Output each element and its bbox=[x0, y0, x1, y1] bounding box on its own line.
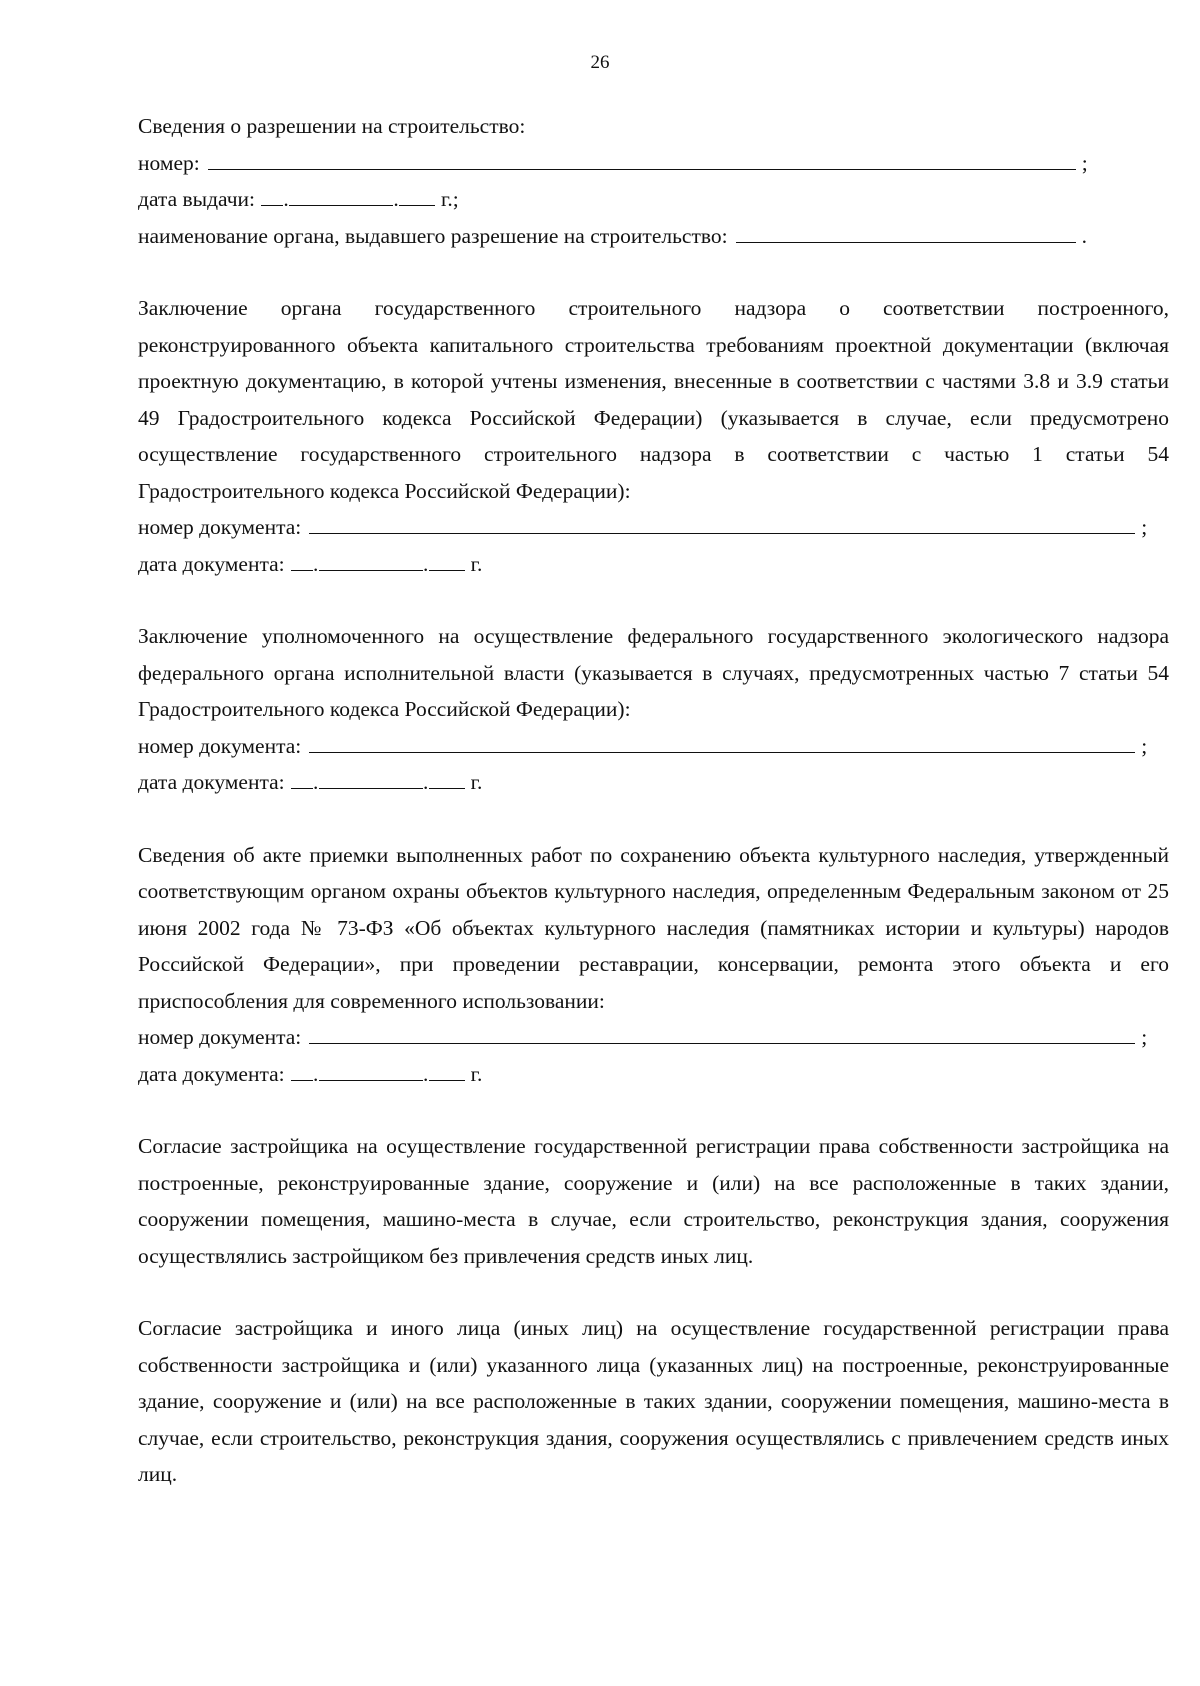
permit-date-year-field[interactable] bbox=[399, 185, 435, 206]
permit-date-label: дата выдачи: bbox=[138, 187, 256, 211]
heritage-month-field[interactable] bbox=[319, 1059, 423, 1080]
developer-consent-section bbox=[138, 1128, 1169, 1274]
eco-supervision-year-field[interactable] bbox=[429, 768, 465, 789]
eco-supervision-month-field[interactable] bbox=[319, 768, 423, 789]
state-supervision-number-row bbox=[138, 509, 1169, 546]
period: . bbox=[1081, 223, 1087, 248]
permit-section bbox=[138, 108, 1169, 254]
state-supervision-year-field[interactable] bbox=[429, 549, 465, 570]
semicolon: ; bbox=[1141, 733, 1148, 758]
heritage-date-row bbox=[138, 1056, 1169, 1093]
eco-supervision-date-row bbox=[138, 764, 1169, 801]
date-dot: . bbox=[422, 770, 429, 794]
state-supervision-day-field[interactable] bbox=[291, 549, 313, 570]
heritage-year-field[interactable] bbox=[429, 1059, 465, 1080]
semicolon: ; bbox=[1081, 150, 1088, 175]
state-supervision-text: Заключение органа государственного строительного надзора о соответствии построенного, реконструированного объекта капитального строительства требованиям проектной документации (включая проектную документацию, в которой учтены изменения, внесенные в соответствии с частями 3.8 и 3.9 статьи 49 Градостроительного кодекса Российской Федерации) (указывается в случае, если предусмотрено осуществление государственного строительного надзора в соответствии с частью 1 статьи 54 Градостроительного кодекса Российской Федерации): bbox=[138, 296, 1169, 503]
date-dot: . bbox=[422, 1061, 429, 1086]
heritage-text: Сведения об акте приемки выполненных работ по сохранению объекта культурного наследия, утвержденный соответствующим органом охраны объектов культурного наследия, определенным Федеральным законом от 25 июня 2002 года № 73-ФЗ «Об объектах культурного наследия (памятниках истории и культуры) народов Российской Федерации», при проведении реставрации, консервации, ремонта этого объекта и его приспособления для современного использовании: bbox=[138, 842, 1169, 1013]
state-supervision-section bbox=[138, 290, 1169, 582]
permit-authority-row bbox=[138, 218, 1169, 255]
state-supervision-date-row bbox=[138, 546, 1169, 583]
permit-authority-label: наименование органа, выдавшего разрешение на строительство: bbox=[138, 223, 728, 248]
date-dot: . bbox=[422, 551, 429, 576]
year-suffix: г. bbox=[470, 770, 483, 794]
heritage-section bbox=[138, 837, 1169, 1093]
state-supervision-number-field[interactable] bbox=[309, 513, 1135, 534]
doc-date-label: дата документа: bbox=[138, 770, 285, 794]
permit-title: Сведения о разрешении на строительство: bbox=[138, 114, 526, 138]
date-dot: . bbox=[312, 551, 319, 576]
page-number: 26 bbox=[590, 52, 610, 73]
eco-supervision-number-row bbox=[138, 728, 1169, 765]
eco-supervision-day-field[interactable] bbox=[291, 768, 313, 789]
permit-date-month-field[interactable] bbox=[289, 185, 393, 206]
doc-date-label: дата документа: bbox=[138, 551, 285, 576]
eco-supervision-section bbox=[138, 618, 1169, 801]
year-suffix: г. bbox=[470, 551, 483, 576]
heritage-number-field[interactable] bbox=[309, 1023, 1135, 1044]
doc-number-label: номер документа: bbox=[138, 515, 302, 539]
eco-supervision-number-field[interactable] bbox=[309, 731, 1135, 752]
joint-consent-text: Согласие застройщика и иного лица (иных лиц) на осуществление государственной регистрации права собственности застройщика и (или) указанного лица (указанных лиц) на построенные, реконструированные здание, сооружение и (или) на все расположенные в таких здании, сооружении помещения, машино-места в случае, если строительство, реконструкция здания, сооружения осуществлялись с привлечением средств иных лиц. bbox=[138, 1316, 1169, 1486]
doc-date-label: дата документа: bbox=[138, 1061, 285, 1086]
date-dot: . bbox=[393, 187, 399, 211]
date-dot: . bbox=[283, 187, 289, 211]
heritage-number-row bbox=[138, 1019, 1169, 1056]
permit-date-row bbox=[138, 181, 1169, 218]
developer-consent-text: Согласие застройщика на осуществление государственной регистрации права собственности застройщика на построенные, реконструированные здание, сооружение и (или) на все расположенные в таких здании, сооружении помещения, машино-места в случае, если строительство, реконструкция здания, сооружения осуществлялись застройщиком без привлечения средств иных лиц. bbox=[138, 1134, 1169, 1268]
doc-number-label: номер документа: bbox=[138, 1025, 302, 1049]
date-dot: . bbox=[312, 1061, 319, 1086]
year-suffix: г. bbox=[470, 1061, 483, 1086]
permit-year-suffix: г.; bbox=[441, 187, 459, 211]
state-supervision-month-field[interactable] bbox=[319, 549, 423, 570]
permit-number-field[interactable] bbox=[208, 148, 1076, 169]
joint-consent-section bbox=[138, 1310, 1169, 1493]
permit-authority-field[interactable] bbox=[736, 221, 1076, 242]
heritage-day-field[interactable] bbox=[291, 1059, 313, 1080]
document-body bbox=[138, 108, 1169, 1493]
semicolon: ; bbox=[1141, 515, 1148, 539]
permit-date-day-field[interactable] bbox=[261, 185, 283, 206]
doc-number-label: номер документа: bbox=[138, 733, 302, 758]
permit-number-row bbox=[138, 145, 1169, 182]
permit-number-label: номер: bbox=[138, 150, 200, 175]
date-dot: . bbox=[312, 770, 319, 794]
semicolon: ; bbox=[1141, 1025, 1148, 1049]
eco-supervision-text: Заключение уполномоченного на осуществление федерального государственного экологического надзора федерального органа исполнительной власти (указывается в случаях, предусмотренных частью 7 статьи 54 Градостроительного кодекса Российской Федерации): bbox=[138, 624, 1169, 721]
